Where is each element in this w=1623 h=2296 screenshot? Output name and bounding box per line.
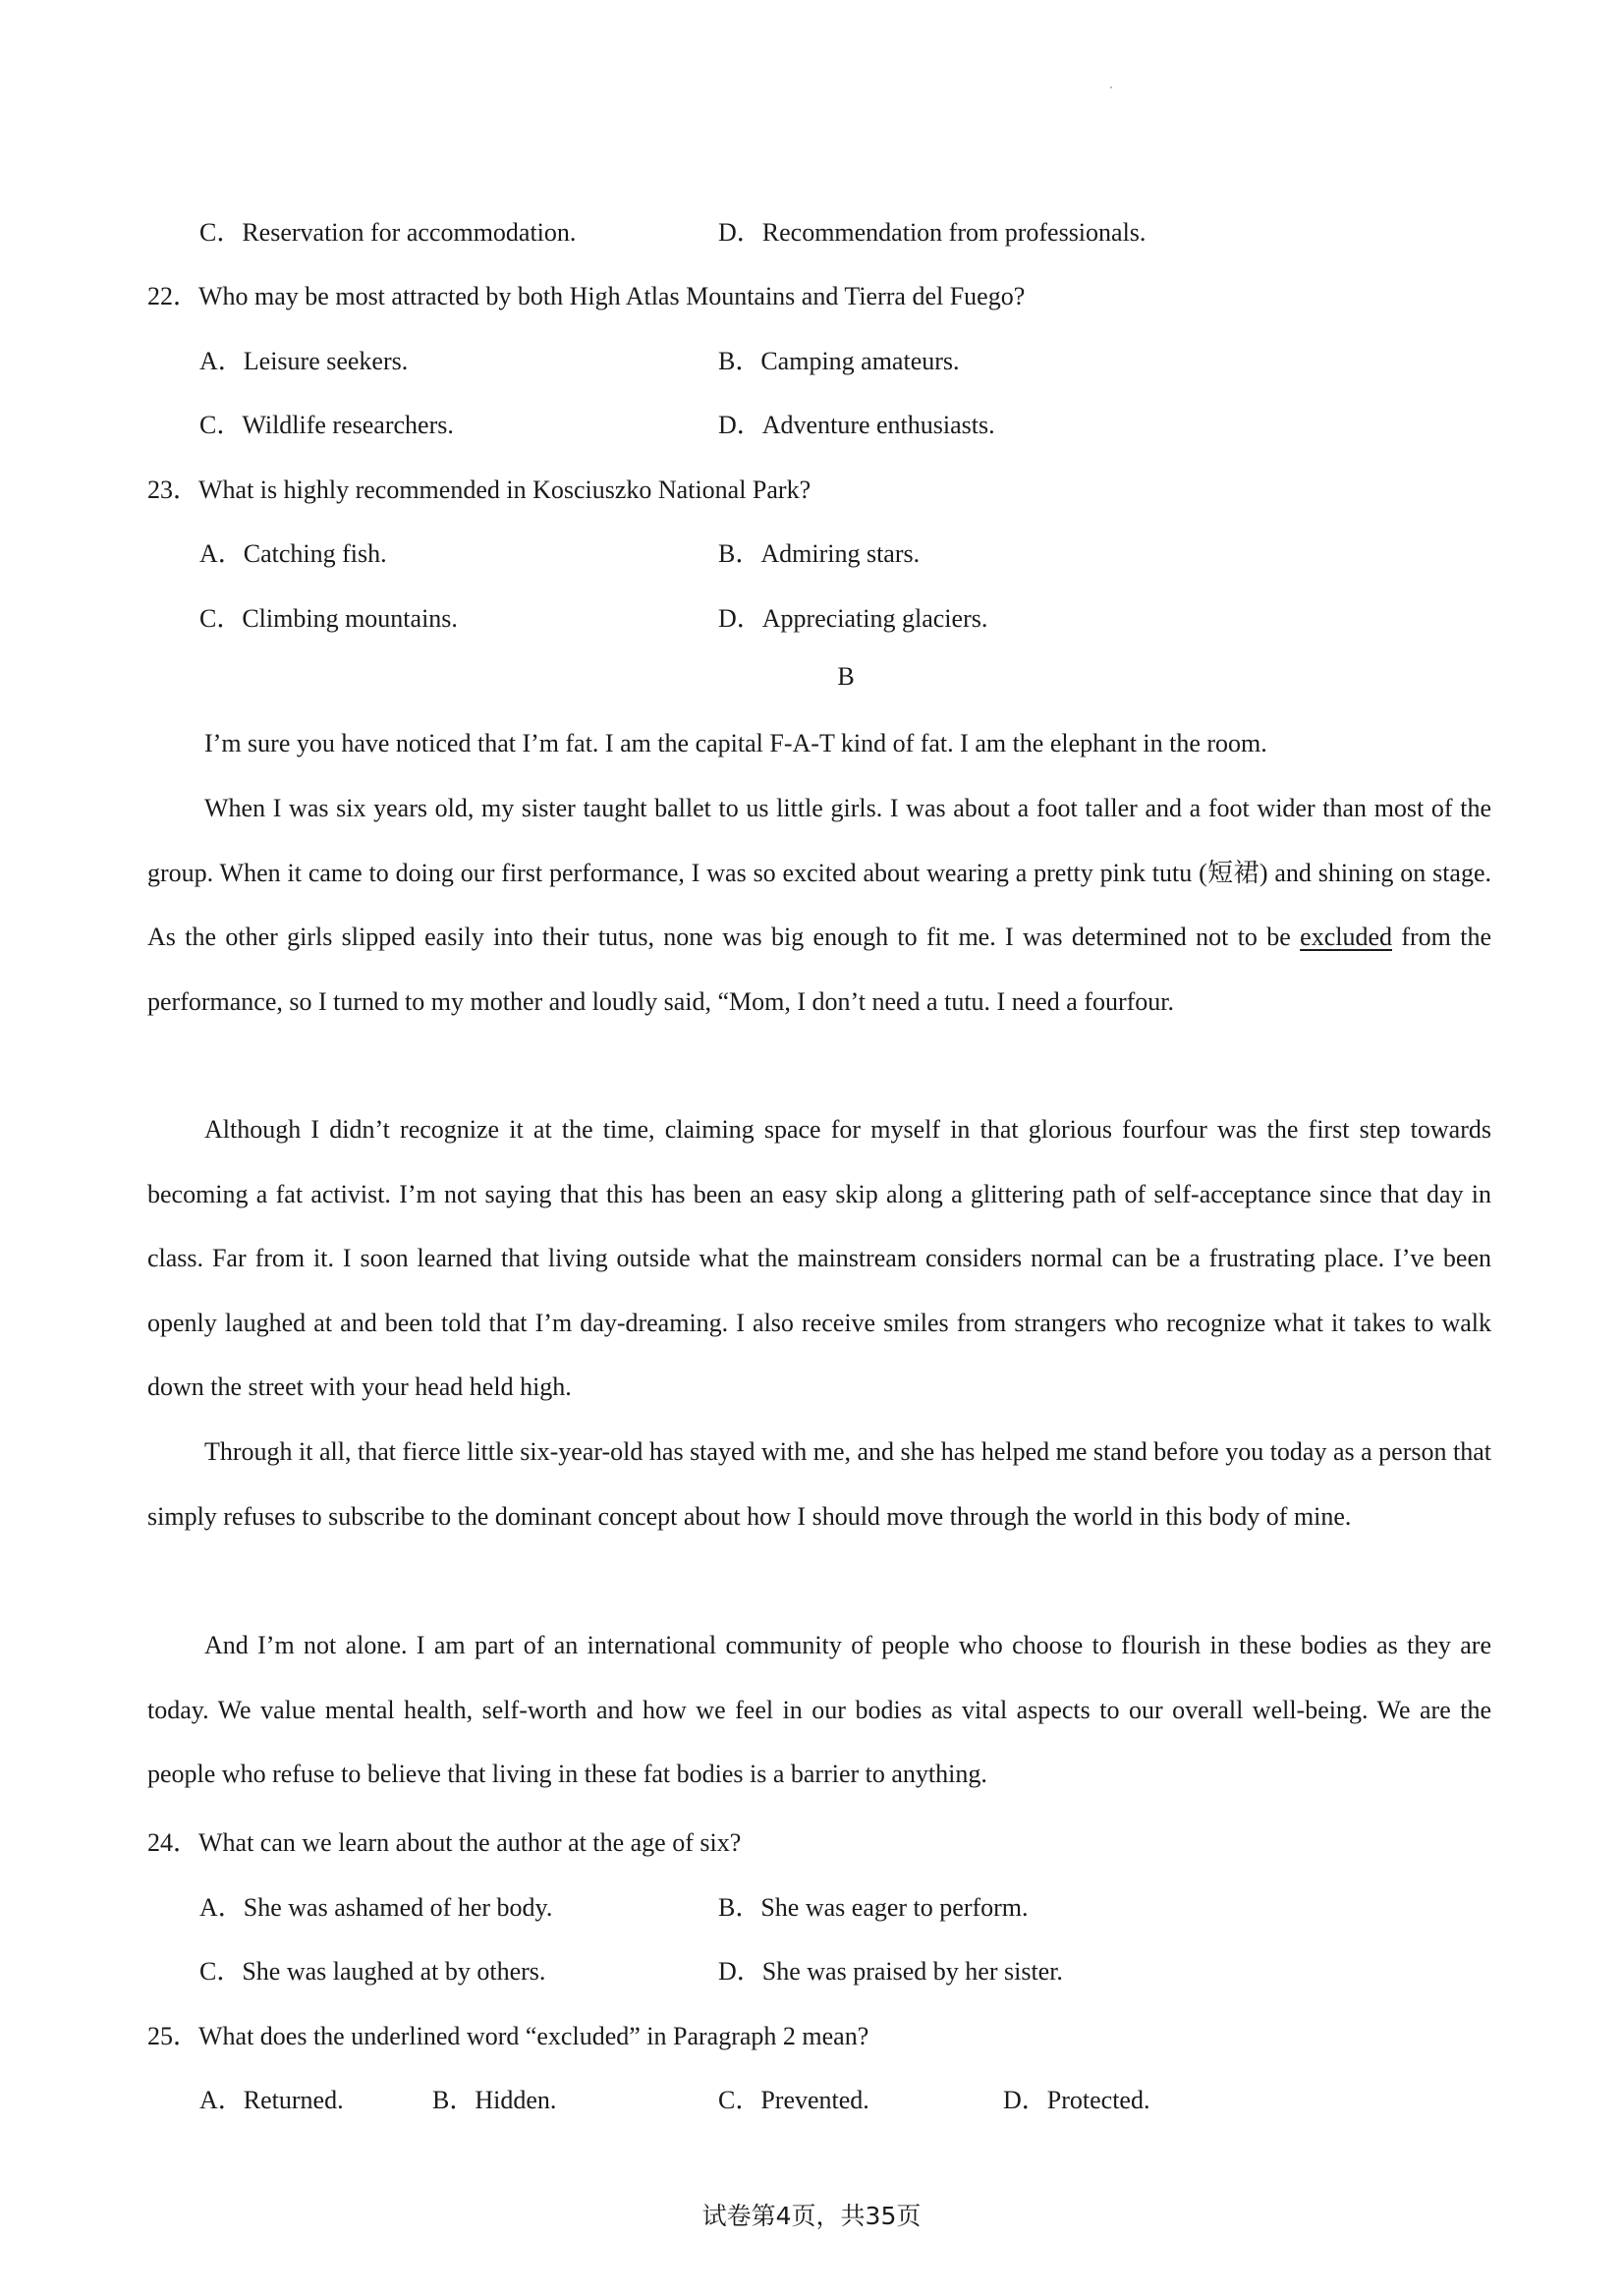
q23-stem: 23．What is highly recommended in Kosciuszko National Park? bbox=[147, 476, 812, 504]
q22-option-b: B．Camping amateurs. bbox=[718, 347, 960, 375]
passage-paragraph-1: I’m sure you have noticed that I’m fat. I am the capital F-A-T kind of fat. I am the elephant in the room. bbox=[204, 729, 1267, 757]
passage-paragraph-3: Although I didn’t recognize it at the time, claiming space for myself in that glorious fourfour was the first step towards becoming a fat activist. I’m not saying that this has been an easy skip along a glittering path of self-acceptance since that day in class. Far from it. I soon learned that living outside what the mainstream considers normal can be a frustrating place. I’ve been openly laughed at and been told that I’m day-dreaming. I also receive smiles from strangers who recognize what it takes to walk down the street with your head held high. bbox=[147, 1115, 1491, 1402]
q23-option-a: A．Catching fish. bbox=[199, 539, 387, 568]
q21-option-d: D．Recommendation from professionals. bbox=[718, 218, 1147, 247]
q23-option-d: D．Appreciating glaciers. bbox=[718, 604, 988, 633]
q24-option-b: B．She was eager to perform. bbox=[718, 1893, 1029, 1922]
q22-option-c: C．Wildlife researchers. bbox=[199, 411, 454, 439]
q25-stem: 25．What does the underlined word “excluded” in Paragraph 2 mean? bbox=[147, 2022, 869, 2050]
section-title: B bbox=[837, 662, 855, 691]
q23-option-c: C．Climbing mountains. bbox=[199, 604, 458, 633]
paragraph-2-text-before: When I was six years old, my sister taught ballet to us little girls. I was about a foot taller and a foot wider than most of the group. When it came to doing our first performance, I was so excited about wearing a pretty pink tutu (短裙) and shining on stage. As the other girls slipped easily into their tutus, none was big enough to fit me. I was determined not to be bbox=[147, 794, 1491, 952]
q21-option-c: C．Reservation for accommodation. bbox=[199, 218, 577, 247]
passage-paragraph-4: Through it all, that fierce little six-year-old has stayed with me, and she has helped me stand before you today as a person that simply refuses to subscribe to the dominant concept about how I should move through the world in this body of mine. bbox=[147, 1437, 1491, 1531]
q25-option-a: A．Returned. bbox=[199, 2086, 344, 2114]
q25-option-b: B．Hidden. bbox=[432, 2086, 557, 2114]
q24-stem: 24．What can we learn about the author at the age of six? bbox=[147, 1828, 742, 1857]
q25-option-c: C．Prevented. bbox=[718, 2086, 869, 2114]
passage-paragraph-5: And I’m not alone. I am part of an international community of people who choose to flourish in these bodies as they are today. We value mental health, self-worth and how we feel in our bodies as vital aspects to our overall well-being. We are the people who refuse to believe that living in these fat bodies is a barrier to anything. bbox=[147, 1631, 1491, 1789]
passage-paragraph-2 bbox=[147, 776, 1491, 1034]
q22-option-d: D．Adventure enthusiasts. bbox=[718, 411, 995, 439]
underlined-word-excluded: excluded bbox=[1300, 923, 1392, 952]
paragraph-2-text-after: from the performance, so I turned to my mother and loudly said, “Mom, I don’t need a tutu. I need a fourfour. bbox=[147, 923, 1491, 1016]
page-footer: 试卷第4页，共35页 bbox=[701, 2202, 922, 2230]
q22-option-a: A．Leisure seekers. bbox=[199, 347, 409, 375]
q24-option-d: D．She was praised by her sister. bbox=[718, 1957, 1063, 1986]
q24-option-c: C．She was laughed at by others. bbox=[199, 1957, 546, 1986]
q22-stem: 22．Who may be most attracted by both High Atlas Mountains and Tierra del Fuego? bbox=[147, 282, 1026, 310]
q24-option-a: A．She was ashamed of her body. bbox=[199, 1893, 553, 1922]
scan-speck bbox=[1110, 86, 1112, 88]
q23-option-b: B．Admiring stars. bbox=[718, 539, 921, 568]
q25-option-d: D．Protected. bbox=[1003, 2086, 1150, 2114]
